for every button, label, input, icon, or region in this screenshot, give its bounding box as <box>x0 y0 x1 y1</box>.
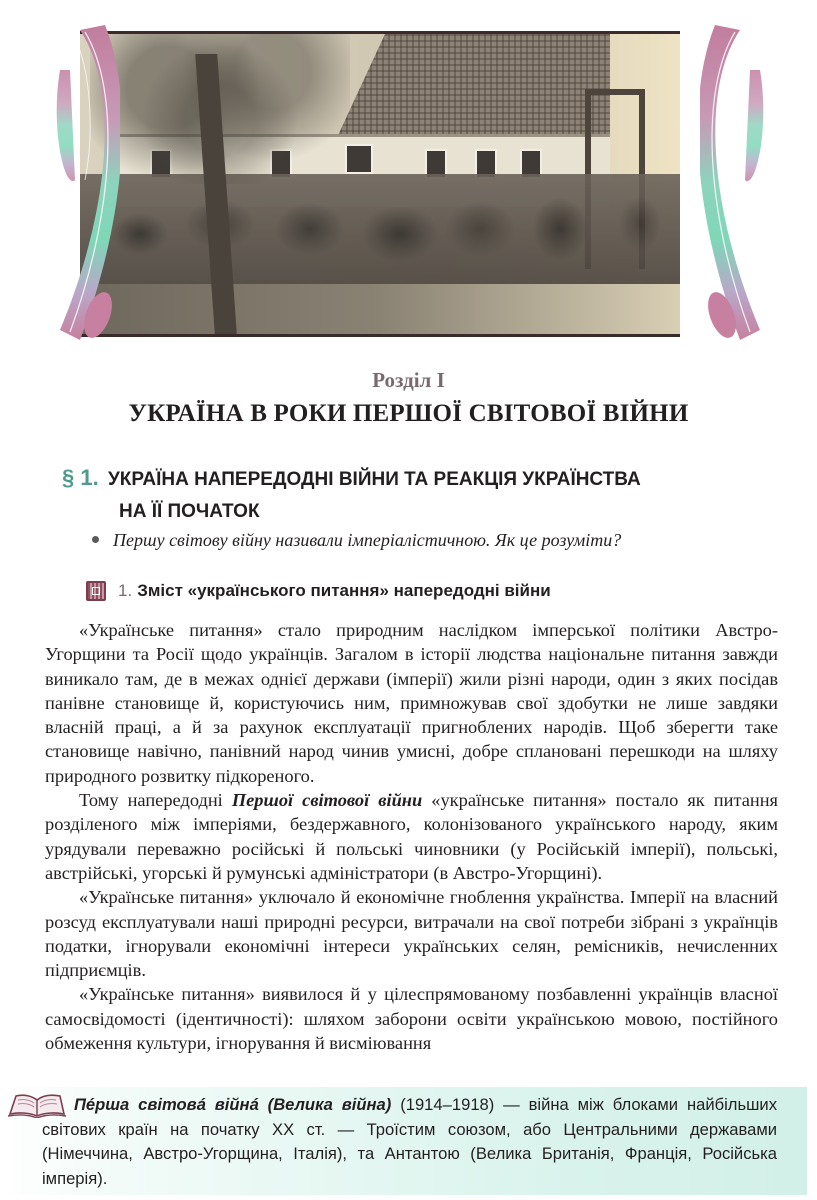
chapter-label: Розділ I <box>372 368 445 392</box>
paragraph-title-line2: НА ЇЇ ПОЧАТОК <box>119 501 260 522</box>
bullet-icon <box>92 536 99 543</box>
definition-text <box>42 1093 777 1191</box>
definition-body: (1914–1918) — війна між блоками найбільших світових країн на початку XX ст. — Троїстим союзом, або Центральними державами (Німеччина, Австро-Угорщина, Італія), та Антантою (Велика Британія, Франція, Російська імперія). <box>42 1095 777 1188</box>
photo-roof <box>310 34 610 144</box>
paragraph-title-line1: УКРАЇНА НАПЕРЕДОДНІ ВІЙНИ ТА РЕАКЦІЯ УКРАЇНСТВА <box>107 469 641 490</box>
lead-question-text: Першу світову війну називали імперіалістичною. Як це розуміти? <box>113 530 622 550</box>
chapter-title: УКРАЇНА В РОКИ ПЕРШОЇ СВІТОВОЇ ВІЙНИ <box>128 400 689 427</box>
body-paragraph-1: «Українське питання» стало природним наслідком імперської політики Австро-Угорщини та Росії щодо українців. Загалом в історії людства національне питання завжди виникало там, де в межах однієї держави (імперії) жили різні народи, один з яких посідав панівне становище й, користуючись ним, примножував свої здобутки не лише завдяки власній праці, а й за рахунок експлуатації пригноблених народів. Щоб зберегти таке становище навічно, панівний народ чинив умисні, добре сплановані перешкоди на шляху природного розвитку підкореного. <box>45 620 778 786</box>
chapter-banner <box>30 10 790 350</box>
body-paragraph-2-lead: Тому напередодні <box>79 790 232 811</box>
photo-crowd <box>80 174 680 294</box>
photo-ground <box>80 284 680 334</box>
body-paragraph-4: «Українське питання» виявилося й у цілеспрямованому позбавленні українців власної самосвідомості (ідентичності): шляхом заборони освіти українською мовою, постійного обмеження культури, ігнорування й висміювання <box>45 984 778 1054</box>
body-paragraph-2 <box>45 788 778 885</box>
historical-photo <box>80 31 680 337</box>
subsection-marker-icon <box>86 581 106 601</box>
key-term-first-world-war: Першої світової війни <box>231 790 423 811</box>
definition-term: Пéрша світовá війнá (Велика війна) <box>74 1095 392 1114</box>
body-text <box>45 618 778 1055</box>
subsection-number: 1. <box>118 581 133 600</box>
body-paragraph-3: «Українське питання» уключало й економічне гноблення українства. Імперії на власний розсуд експлуатували наші природні ресурси, витрачали на свої потреби зібрані з українців податки, ігнорували економічні інтереси українських селян, ремісників, нечисленних підприємців. <box>45 887 778 981</box>
ribbon-right-decoration <box>700 10 790 350</box>
subsection-title: Зміст «українського питання» напередодні війни <box>137 581 551 600</box>
paragraph-number: § 1. <box>62 465 99 490</box>
ribbon-left-decoration <box>30 10 120 350</box>
subsection-heading <box>86 581 551 601</box>
body-paragraph-2-rest: «українське питання» постало як питання розділеного між імперіями, бездержавного, колонізованого українського народу, яким урядували переважно російські й польські чиновники (у Російській імперії), польські, австрійські, угорські й румунські адміністратори (в Австро-Угорщині). <box>45 790 779 883</box>
paragraph-heading <box>62 462 762 528</box>
lead-question <box>92 530 621 551</box>
